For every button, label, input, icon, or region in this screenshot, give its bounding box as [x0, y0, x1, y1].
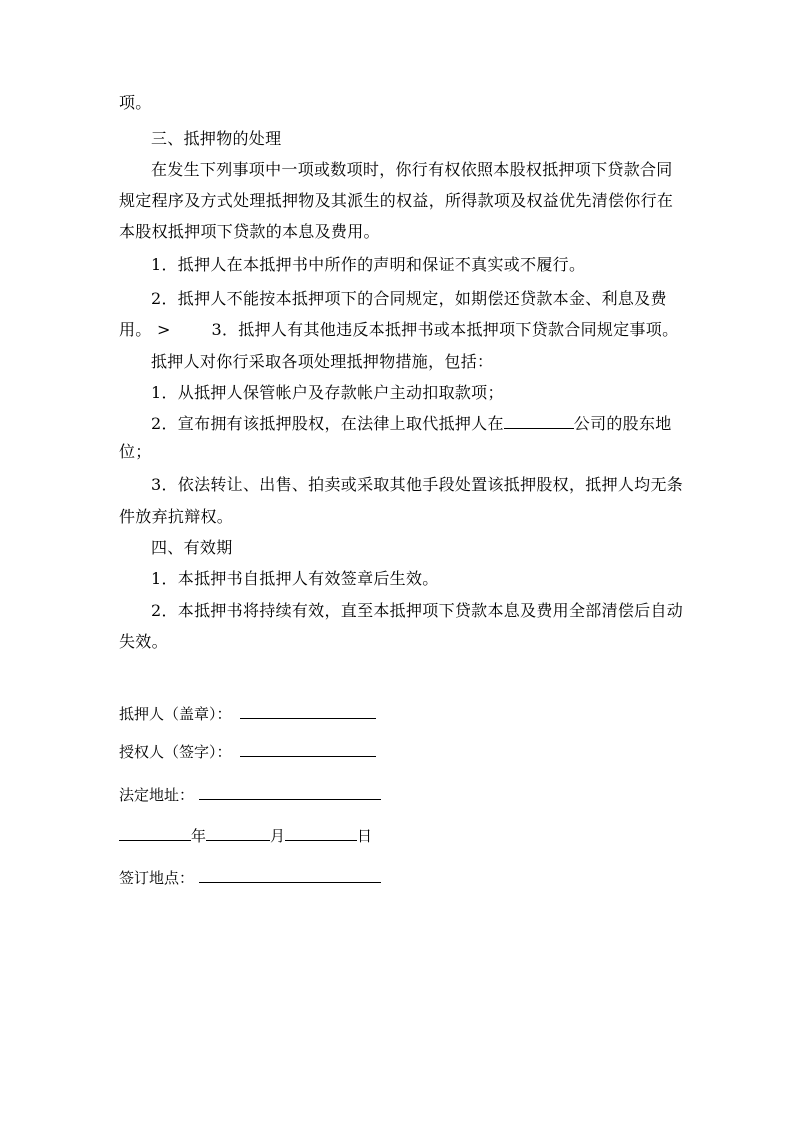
list-item: 2．抵押人不能按本抵押项下的合同规定，如期偿还贷款本金、利息及费 — [151, 289, 667, 308]
mortgagor-seal-field[interactable] — [240, 702, 376, 719]
section-heading: 三、抵押物的处理 — [151, 129, 282, 148]
legal-address-field[interactable] — [199, 783, 381, 800]
mortgagor-seal-row — [119, 702, 376, 726]
body-line: 件放弃抗辩权。 — [119, 507, 234, 526]
body-text: 公司的股东地 — [573, 414, 672, 433]
signing-place-row — [119, 866, 381, 890]
body-text: 2．宣布拥有该抵押股权，在法律上取代抵押人在 — [151, 414, 504, 433]
list-item: 1．本抵押书自抵押人有效签章后生效。 — [151, 569, 439, 588]
body-line: 抵押人对你行采取各项处理抵押物措施，包括： — [151, 352, 494, 371]
mortgagor-label: 抵押人（盖章）： — [119, 705, 232, 723]
list-item — [119, 313, 679, 346]
body-line: 位； — [119, 442, 152, 461]
section-heading: 四、有效期 — [151, 538, 233, 557]
authorized-signature-row — [119, 740, 376, 764]
address-label: 法定地址： — [119, 786, 195, 804]
list-item: 1．抵押人在本抵押书中所作的声明和保证不真实或不履行。 — [151, 255, 586, 274]
month-label: 月 — [270, 827, 286, 845]
year-field[interactable] — [119, 824, 191, 841]
day-label: 日 — [357, 827, 373, 845]
list-item: 3．依法转让、出售、拍卖或采取其他手段处置该抵押股权，抵押人均无条 — [151, 475, 684, 494]
body-line: 项。 — [119, 93, 152, 112]
company-blank — [504, 412, 574, 429]
authorized-signature-field[interactable] — [240, 740, 376, 757]
body-text: 3．抵押人有其他违反本抵押书或本抵押项下贷款合同规定事项。 — [211, 320, 679, 339]
list-item: 1．从抵押人保管帐户及存款帐户主动扣取款项； — [151, 383, 504, 402]
signing-place-field[interactable] — [199, 866, 381, 883]
body-line: 本股权抵押项下贷款的本息及费用。 — [119, 222, 380, 241]
body-text: 用。 > — [119, 320, 171, 339]
year-label: 年 — [191, 827, 207, 845]
list-item: 2．本抵押书将持续有效，直至本抵押项下贷款本息及费用全部清偿后自动 — [151, 601, 684, 620]
legal-address-row — [119, 783, 381, 807]
body-line: 失效。 — [119, 632, 168, 651]
signing-place-label: 签订地点： — [119, 869, 195, 887]
date-row — [119, 824, 372, 848]
day-field[interactable] — [285, 824, 357, 841]
authorized-label: 授权人（签字）： — [119, 743, 232, 761]
body-line: 规定程序及方式处理抵押物及其派生的权益，所得款项及权益优先清偿你行在 — [119, 191, 674, 210]
month-field[interactable] — [206, 824, 270, 841]
body-line: 在发生下列事项中一项或数项时，你行有权依照本股权抵押项下贷款合同 — [151, 160, 673, 179]
